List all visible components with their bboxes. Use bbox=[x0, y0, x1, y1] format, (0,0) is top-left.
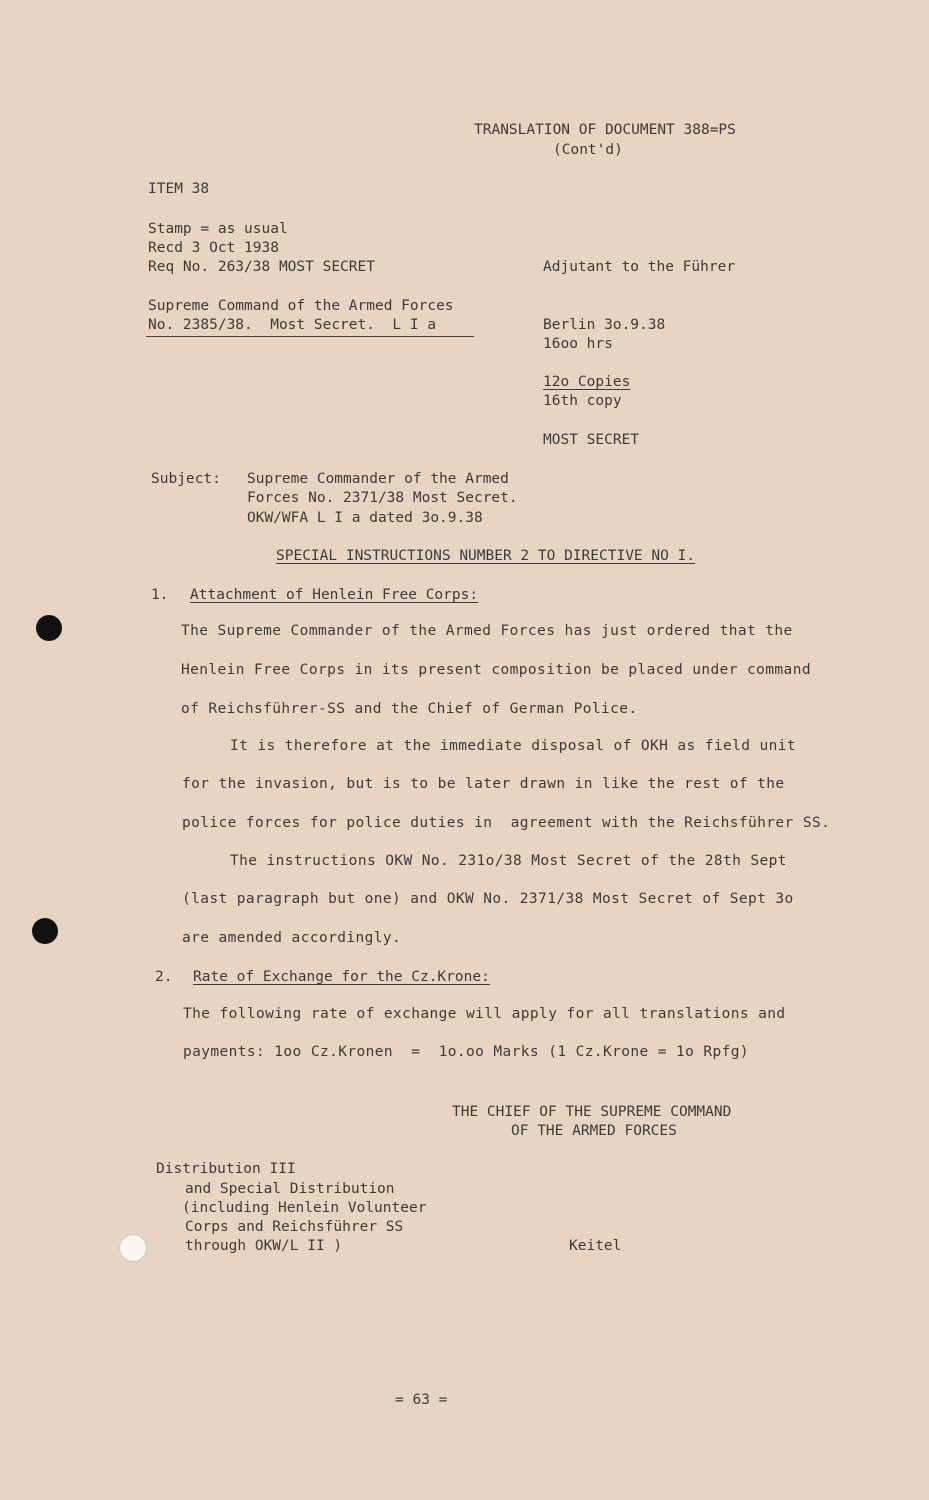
signature-title: OF THE ARMED FORCES bbox=[511, 1123, 677, 1139]
paragraph-line: payments: 1oo Cz.Kronen = 1o.oo Marks (1 Cz.Krone = 1o Rpfg) bbox=[183, 1044, 750, 1060]
punch-hole bbox=[32, 918, 58, 944]
sender-underline bbox=[146, 336, 474, 337]
punch-hole bbox=[36, 615, 62, 641]
signature-title: THE CHIEF OF THE SUPREME COMMAND bbox=[452, 1104, 732, 1120]
instructions-title: SPECIAL INSTRUCTIONS NUMBER 2 TO DIRECTIVE NO I. bbox=[276, 548, 696, 564]
adjutant-label: Adjutant to the Führer bbox=[543, 259, 736, 275]
document-title: TRANSLATION OF DOCUMENT 388=PS bbox=[474, 122, 736, 138]
time: 16oo hrs bbox=[543, 336, 613, 352]
received-date: Recd 3 Oct 1938 bbox=[148, 240, 279, 256]
subject-line: Forces No. 2371/38 Most Secret. bbox=[247, 490, 518, 506]
paragraph-line: (last paragraph but one) and OKW No. 2371/38 Most Secret of Sept 3o bbox=[182, 891, 794, 907]
distribution-line: through OKW/L II ) bbox=[185, 1238, 343, 1254]
paragraph-line: Henlein Free Corps in its present composition be placed under command bbox=[181, 662, 811, 678]
stamp-line: Stamp = as usual bbox=[148, 221, 288, 237]
paragraph-line: for the invasion, but is to be later drawn in like the rest of the bbox=[182, 776, 785, 792]
paragraph-line: The Supreme Commander of the Armed Forces has just ordered that the bbox=[181, 623, 793, 639]
paragraph-line: The instructions OKW No. 231o/38 Most Secret of the 28th Sept bbox=[230, 853, 787, 869]
item-number: ITEM 38 bbox=[148, 181, 210, 197]
subject-label: Subject: bbox=[151, 471, 221, 487]
sender-line: Supreme Command of the Armed Forces bbox=[148, 298, 454, 314]
req-number: Req No. 263/38 MOST SECRET bbox=[148, 259, 375, 275]
subject-line: OKW/WFA L I a dated 3o.9.38 bbox=[247, 510, 483, 526]
sender-reference: No. 2385/38. Most Secret. L I a bbox=[148, 317, 437, 333]
section-number: 2. bbox=[155, 969, 173, 985]
page-number: = 63 = bbox=[395, 1392, 448, 1408]
section-heading: Rate of Exchange for the Cz.Krone: bbox=[193, 969, 490, 985]
signer-name: Keitel bbox=[569, 1238, 622, 1254]
document-contd: (Cont'd) bbox=[553, 142, 623, 158]
paragraph-line: police forces for police duties in agreement with the Reichsführer SS. bbox=[182, 815, 831, 831]
distribution-line: Distribution III bbox=[156, 1161, 296, 1177]
punch-hole-outline bbox=[119, 1234, 147, 1262]
distribution-line: (including Henlein Volunteer bbox=[182, 1200, 427, 1216]
distribution-line: and Special Distribution bbox=[185, 1181, 395, 1197]
paragraph-line: It is therefore at the immediate disposal of OKH as field unit bbox=[230, 738, 797, 754]
classification: MOST SECRET bbox=[543, 432, 640, 448]
distribution-line: Corps and Reichsführer SS bbox=[185, 1219, 404, 1235]
copy-number: 16th copy bbox=[543, 393, 622, 409]
paragraph-line: of Reichsführer-SS and the Chief of German Police. bbox=[181, 701, 638, 717]
paragraph-line: The following rate of exchange will apply for all translations and bbox=[183, 1006, 786, 1022]
subject-line: Supreme Commander of the Armed bbox=[247, 471, 509, 487]
copies-count: 12o Copies bbox=[543, 374, 631, 390]
section-heading: Attachment of Henlein Free Corps: bbox=[190, 587, 479, 603]
paragraph-line: are amended accordingly. bbox=[182, 930, 402, 946]
section-number: 1. bbox=[151, 587, 169, 603]
place-date: Berlin 3o.9.38 bbox=[543, 317, 666, 333]
